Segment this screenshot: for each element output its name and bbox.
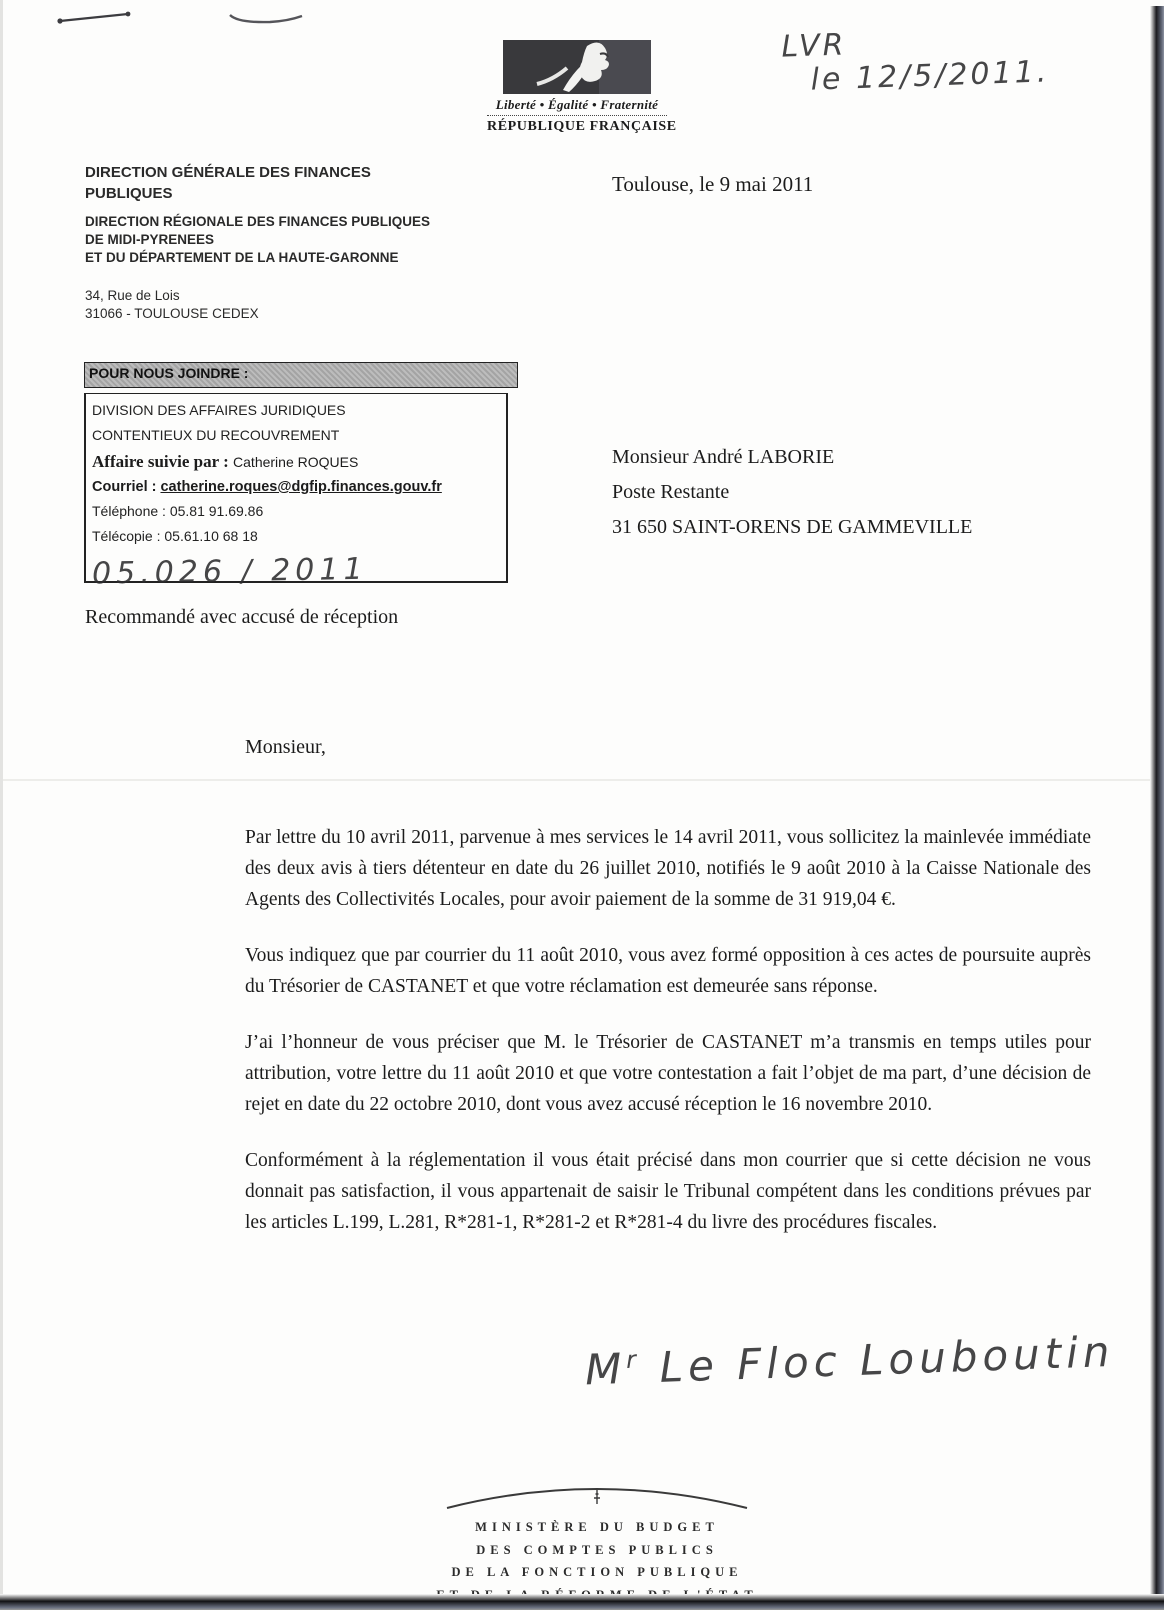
- contact-fax: Télécopie : 05.61.10 68 18: [92, 528, 258, 544]
- contact-division-line2: CONTENTIEUX DU RECOUVREMENT: [92, 427, 340, 443]
- body-paragraph-2: Vous indiquez que par courrier du 11 août 2010, vous avez formé opposition à ces actes de poursuite auprès du Trésorier de CASTANET et que votre réclamation est demeurée sans réponse.: [245, 945, 1091, 997]
- recipient-address-block: [612, 440, 972, 545]
- ministry-line2: DES COMPTES PUBLICS: [476, 1542, 718, 1557]
- logo-republic-label: RÉPUBLIQUE FRANÇAISE: [487, 119, 677, 134]
- email-value: catherine.roques@dgfip.finances.gouv.fr: [160, 479, 442, 495]
- staple-marks-icon: [40, 5, 310, 40]
- body-paragraph-3: J’ai l’honneur de vous préciser que M. le Trésorier de CASTANET m’a transmis en temps utiles pour attribution, votre lettre du 11 août 2010 et que votre contestation a fait l’objet de ma part, d’une décision de rejet en date du 22 octobre 2010, dont vous avez accusé réception le 16 novembre 2010.: [245, 1032, 1091, 1115]
- handwritten-reference-number: 05.026 / 2011: [91, 551, 368, 592]
- sender-direction-regionale-line3: ET DU DÉPARTEMENT DE LA HAUTE-GARONNE: [85, 250, 399, 265]
- sender-direction-generale: DIRECTION GÉNÉRALE DES FINANCES PUBLIQUES: [85, 164, 371, 202]
- body-paragraph-4: Conformément à la réglementation il vous était précisé dans mon courrier que si cette décision ne vous donnait pas satisfaction, il vous appartenait de saisir le Tribunal compétent dans les conditions prévues par les articles L.199, L.281, R*281-1, R*281-2 et R*281-4 du livre des procédures fiscales.: [245, 1150, 1091, 1233]
- email-label: Courriel :: [92, 479, 161, 495]
- sender-address-line1: 34, Rue de Lois: [85, 288, 180, 303]
- logo-motto: Liberté • Égalité • Fraternité: [487, 97, 667, 116]
- handwritten-signature: [584, 1327, 1125, 1395]
- ministry-footer: [432, 1478, 762, 1606]
- ministry-name: [432, 1516, 762, 1606]
- reception-note-line1: LVR: [780, 27, 847, 65]
- contact-box-header: POUR NOUS JOINDRE :: [84, 362, 518, 388]
- recipient-city: 31 650 SAINT-ORENS DE GAMMEVILLE: [612, 516, 973, 538]
- contact-division-line1: DIVISION DES AFFAIRES JURIDIQUES: [92, 402, 346, 418]
- sender-address-line2: 31066 - TOULOUSE CEDEX: [85, 306, 259, 321]
- marianne-logo-icon: [503, 40, 651, 94]
- case-handler-label: Affaire suivie par :: [92, 452, 234, 471]
- contact-phone: Téléphone : 05.81 91.69.86: [92, 503, 264, 519]
- scan-edge-right: [1150, 6, 1164, 1610]
- contact-email: [92, 479, 500, 495]
- body-paragraph-1: Par lettre du 10 avril 2011, parvenue à mes services le 14 avril 2011, vous sollicitez la mainlevée immédiate des deux avis à tiers détenteur en date du 26 juillet 2010, notifiés le 9 août 2010 à la Caisse Nationale des Agents des Collectivités Locales, pour avoir paiement de la somme de 31 919,04 €.: [245, 827, 1091, 910]
- sender-address: [85, 287, 385, 323]
- ministry-line3: DE LA FONCTION PUBLIQUE: [451, 1565, 743, 1579]
- scan-edge-left: [0, 0, 3, 1610]
- handwritten-reception-note: [781, 21, 1050, 98]
- contact-details-box: [84, 393, 508, 592]
- signature-name: Le Floc Louboutin: [640, 1326, 1116, 1393]
- case-handler-value: Catherine ROQUES: [233, 454, 359, 470]
- recipient-name: Monsieur André LABORIE: [612, 446, 835, 468]
- delivery-mode-line: Recommandé avec accusé de réception: [85, 606, 399, 628]
- republique-francaise-logo: [487, 40, 677, 135]
- signature-prefix: M: [584, 1343, 628, 1395]
- ministry-line1: MINISTÈRE DU BUDGET: [475, 1520, 719, 1534]
- sender-direction-regionale-line2: DE MIDI-PYRENEES: [85, 232, 215, 247]
- scan-edge-bottom: [0, 1594, 1164, 1610]
- letter-date-line: Toulouse, le 9 mai 2011: [612, 172, 814, 196]
- sender-direction-regionale-line1: DIRECTION RÉGIONALE DES FINANCES PUBLIQUES: [85, 214, 431, 229]
- contact-case-handler: [92, 452, 500, 472]
- salutation: Monsieur,: [245, 736, 326, 758]
- ministry-arc-icon: [432, 1478, 762, 1514]
- recipient-poste-restante: Poste Restante: [612, 481, 730, 503]
- scan-fold-line: [0, 779, 1164, 781]
- letter-body: [245, 822, 1091, 1263]
- reception-note-line2: le 12/5/2011.: [810, 54, 1050, 98]
- signature-superscript: r: [625, 1345, 642, 1374]
- sender-direction-regionale: [85, 213, 505, 267]
